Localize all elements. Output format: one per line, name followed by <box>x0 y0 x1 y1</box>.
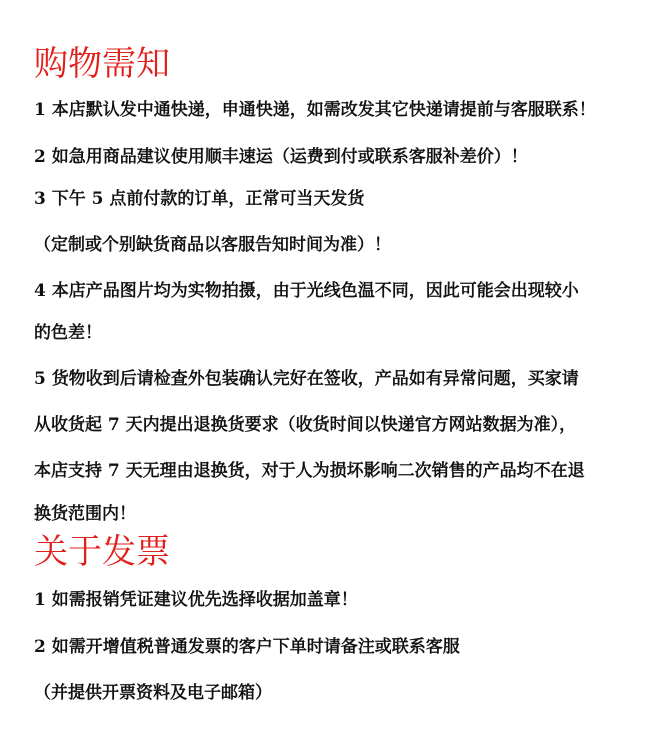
invoice-title: 关于发票 <box>34 532 170 572</box>
notice-line-7: 5 货物收到后请检查外包装确认完好在签收，产品如有异常问题，买家请 <box>34 369 579 389</box>
notice-line-4: （定制或个别缺货商品以客服告知时间为准）！ <box>34 235 391 255</box>
notice-line-6: 的色差！ <box>34 323 102 343</box>
notice-title: 购物需知 <box>34 44 170 84</box>
notice-line-5: 4 本店产品图片均为实物拍摄，由于光线色温不同，因此可能会出现较小 <box>34 281 579 301</box>
notice-line-1: 1 本店默认发中通快递，申通快递，如需改发其它快递请提前与客服联系！ <box>34 100 596 120</box>
notice-line-3: 3 下午 5 点前付款的订单，正常可当天发货 <box>34 189 365 209</box>
notice-line-10: 换货范围内！ <box>34 504 136 524</box>
notice-line-8: 从收货起 7 天内提出退换货要求（收货时间以快递官方网站数据为准）， <box>34 415 577 435</box>
notice-line-9: 本店支持 7 天无理由退换货，对于人为损坏影响二次销售的产品均不在退 <box>34 461 585 481</box>
invoice-line-2: 2 如需开增值税普通发票的客户下单时请备注或联系客服 <box>34 637 460 657</box>
notice-line-2: 2 如急用商品建议使用顺丰速运（运费到付或联系客服补差价）！ <box>34 147 528 167</box>
invoice-line-1: 1 如需报销凭证建议优先选择收据加盖章！ <box>34 590 358 610</box>
invoice-line-3: （并提供开票资料及电子邮箱） <box>34 683 272 703</box>
